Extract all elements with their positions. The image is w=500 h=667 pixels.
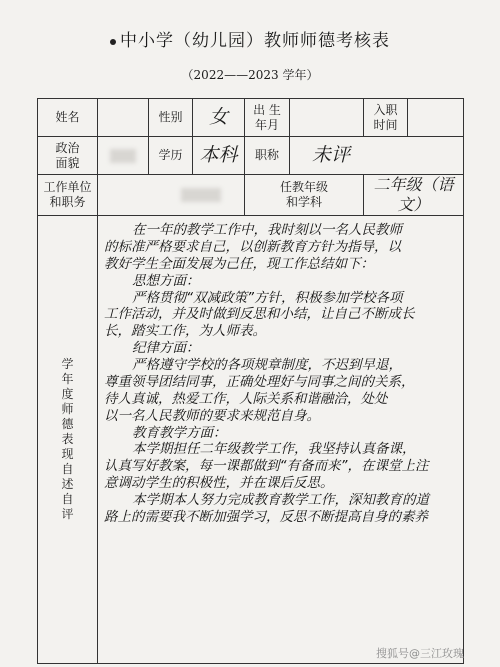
essay-line: 严格遵守学校的各项规章制度，不迟到早退， (132, 357, 402, 373)
academic-year: （2022——2023 学年） (181, 68, 319, 82)
self-evaluation-text[interactable] (98, 216, 464, 664)
label-gender: 性别 (149, 99, 193, 137)
essay-body (104, 222, 459, 526)
label-grade-subject: 任教年级 和学科 (245, 175, 364, 216)
essay-line: 本学期本人努力完成教育教学工作，深知教育的道 (132, 492, 429, 508)
essay-line: 尊重领导团结同事，正确处理好与同事之间的关系， (104, 373, 415, 390)
value-join[interactable] (408, 99, 464, 137)
value-work[interactable] (98, 175, 245, 216)
essay-line: 思想方面： (132, 272, 200, 289)
essay-line: 路上的需要我不断加强学习，反思不断提高自身的素养 (104, 508, 428, 525)
value-title[interactable]: 未评 (290, 137, 464, 175)
essay-line: 以一名人民教师的要求来规范自身。 (104, 407, 320, 424)
redacted-value (110, 149, 136, 163)
value-grade-subject[interactable]: 二年级（语文） (364, 175, 464, 216)
punch-dot (110, 39, 116, 45)
label-name: 姓名 (38, 99, 98, 137)
label-title: 职称 (245, 137, 290, 175)
label-work: 工作单位 和职务 (38, 175, 98, 216)
label-birth: 出 生 年月 (245, 99, 290, 137)
value-education[interactable]: 本科 (193, 137, 245, 175)
essay-line: 长，踏实工作，为人师表。 (104, 323, 266, 340)
essay-line: 意调动学生的积极性，并在课后反思。 (104, 475, 334, 492)
value-politics[interactable] (98, 137, 149, 175)
form-title: 中小学（幼儿园）教师师德考核表 (0, 26, 500, 51)
essay-line: 工作活动，并及时做到反思和小结，让自己不断成长 (104, 306, 415, 323)
label-join: 入职 时间 (364, 99, 408, 137)
essay-line: 在一年的教学工作中，我时刻以一名人民教师 (132, 222, 402, 238)
essay-line: 严格贯彻“双减政策”方针，积极参加学校各项 (132, 289, 403, 306)
label-self-evaluation: 学 年 度 师 德 表 现 自 述 自 评 (38, 216, 98, 664)
essay-line: 的标准严格要求自己，以创新教育方针为指导，以 (104, 238, 401, 255)
label-politics: 政治 面貌 (38, 137, 98, 175)
redacted-value (181, 188, 221, 202)
label-education: 学历 (149, 137, 193, 175)
essay-line: 认真写好教案，每一课都做到“有备而来”，在课堂上注 (104, 458, 429, 475)
assessment-form-table (37, 98, 464, 664)
essay-line: 待人真诚，热爱工作，人际关系和谐融洽，处处 (104, 390, 388, 407)
value-gender[interactable]: 女 (193, 99, 245, 137)
value-name[interactable] (98, 99, 149, 137)
value-birth[interactable] (290, 99, 364, 137)
essay-line: 教育教学方面： (132, 424, 227, 441)
essay-line: 本学期担任二年级教学工作，我坚持认真备课， (132, 441, 416, 458)
essay-line: 教好学生全面发展为己任，现工作总结如下： (104, 255, 374, 272)
watermark: 搜狐号@三江玫瑰 (376, 647, 464, 660)
essay-line: 纪律方面： (132, 340, 200, 357)
